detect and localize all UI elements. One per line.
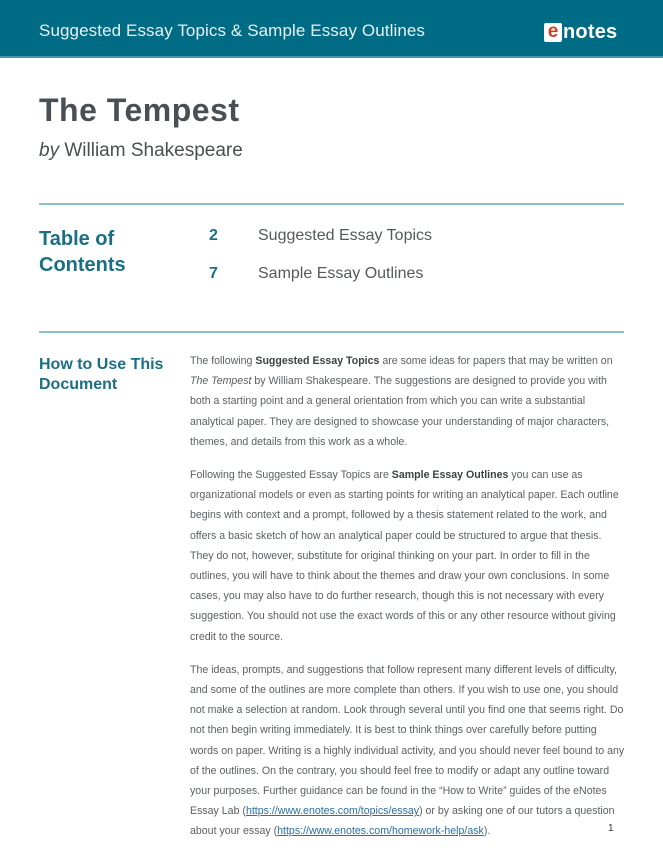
how-to-use-heading xyxy=(39,355,184,395)
byline-prefix: by xyxy=(39,140,60,161)
bold-suggested-essay-topics: Suggested Essay Topics xyxy=(255,355,380,367)
toc-item-sample-outlines[interactable] xyxy=(209,265,423,283)
enotes-logo-icon: e xyxy=(544,23,562,42)
toc-page-number: 2 xyxy=(209,227,218,244)
page-number: 1 xyxy=(608,823,614,834)
italic-work-title: The Tempest xyxy=(190,375,252,388)
toc-item-label: Sample Essay Outlines xyxy=(258,265,424,282)
divider-top xyxy=(39,203,624,205)
enotes-logo-text: notes xyxy=(563,20,618,43)
toc-heading xyxy=(39,226,179,278)
homework-help-link[interactable]: https://www.enotes.com/homework-help/ask xyxy=(277,825,484,838)
author-name: William Shakespeare xyxy=(64,140,243,161)
enotes-logo[interactable] xyxy=(544,21,617,43)
toc-item-label: Suggested Essay Topics xyxy=(258,227,433,244)
paragraph-1: The following Suggested Essay Topics are some ideas for papers that may be written on The Tempest by William Shakespeare. The suggestions are designed to provide you with both a starting point and a general orientation from which you can write a substantial analytical paper. They are designed to showcase your understanding of major characters, themes, and details from this work as a whole. xyxy=(190,355,613,448)
toc-heading-line1: Table of xyxy=(39,228,115,250)
how-to-use-heading-line1: How to Use This xyxy=(39,356,164,373)
paragraph-3: The ideas, prompts, and suggestions that follow represent many different levels of difficulty, and some of the outlines are more complete than others. If you wish to use one, you should not make a selection at random. Look through several until you find one that seems right. Do not then begin writing immediately. It is best to think things over carefully before putting words on paper. Writing is a highly individual activity, and you should never feel bound to any of the outlines. On the contrary, you should feel free to modify or adapt any outline toward your purposes. Further guidance can be found in the “How to Write” guides of the eNotes Essay Lab (https://www.enotes.com/topics/essay) or by asking one of our tutors a question about your essay (https://www.enotes.com/homework-help/ask). xyxy=(190,663,625,838)
bold-sample-essay-outlines: Sample Essay Outlines xyxy=(391,469,509,482)
toc-heading-line2: Contents xyxy=(39,254,126,276)
toc-item-suggested-topics[interactable] xyxy=(209,227,432,245)
divider-middle xyxy=(39,331,624,333)
toc-page-number: 7 xyxy=(209,265,218,282)
paragraph-2: Following the Suggested Essay Topics are Sample Essay Outlines you can use as organizational models or even as starting points for writing an analytical paper. Each outline begins with context and a prompt, followed by a thesis statement related to the work, and offers a basic sketch of how an analytical paper could be structured to argue that thesis. They do not, however, substitute for original thinking on your part. In order to fill in the outlines, you will have to think about the themes and draw your own conclusions. In some cases, you may also have to do further research, though this is not necessary with every suggestion. You should not use the exact words of this or any other resource without giving credit to the source. xyxy=(190,469,619,643)
header-banner xyxy=(0,0,663,58)
document-title: The Tempest xyxy=(39,92,240,128)
byline xyxy=(39,140,243,162)
banner-title: Suggested Essay Topics & Sample Essay Outlines xyxy=(39,21,426,40)
how-to-use-body xyxy=(190,351,626,855)
how-to-use-heading-line2: Document xyxy=(39,376,118,393)
essay-lab-link[interactable]: https://www.enotes.com/topics/essay xyxy=(245,805,420,818)
